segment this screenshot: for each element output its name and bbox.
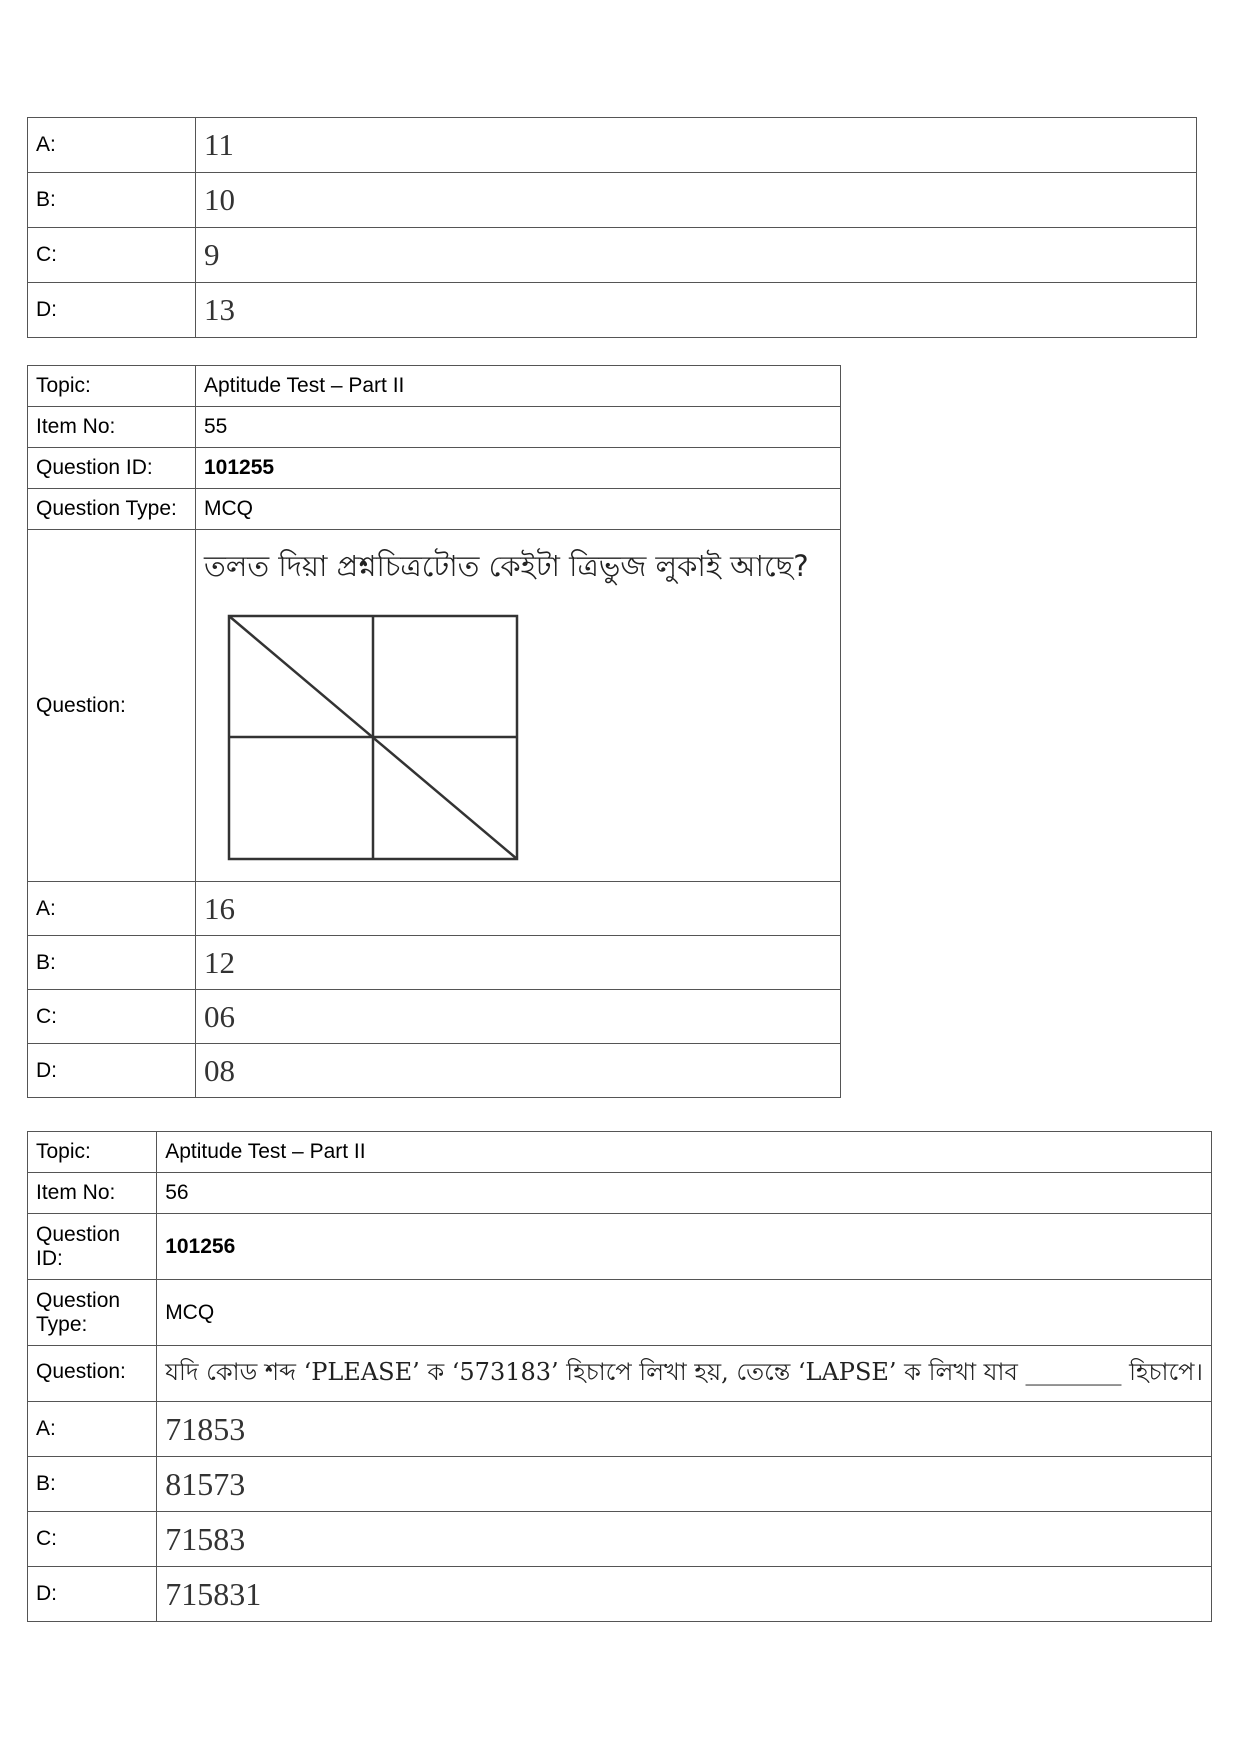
question-id-row xyxy=(28,448,841,489)
option-label: B: xyxy=(28,936,196,990)
option-row xyxy=(28,882,841,936)
option-row xyxy=(28,990,841,1044)
item-label: Item No: xyxy=(28,407,196,448)
question-id-label: Question ID: xyxy=(28,448,196,489)
question-row xyxy=(28,1346,1212,1402)
option-value: 06 xyxy=(196,990,841,1044)
option-value: 10 xyxy=(196,173,1197,228)
question-id-row xyxy=(28,1214,1212,1280)
prev-options-table xyxy=(27,117,1197,338)
topic-value: Aptitude Test – Part II xyxy=(196,366,841,407)
option-value: 71583 xyxy=(157,1512,1212,1567)
option-value: 08 xyxy=(196,1044,841,1098)
option-label: B: xyxy=(28,1457,157,1512)
option-label: D: xyxy=(28,1567,157,1622)
question-label: Question: xyxy=(28,530,196,882)
option-label: C: xyxy=(28,1512,157,1567)
option-row xyxy=(28,1402,1212,1457)
question-type-row xyxy=(28,1280,1212,1346)
option-value: 12 xyxy=(196,936,841,990)
question-content xyxy=(196,530,841,882)
topic-row xyxy=(28,366,841,407)
question-row xyxy=(28,530,841,882)
item-value: 56 xyxy=(157,1173,1212,1214)
triangle-figure xyxy=(226,613,526,873)
option-value: 11 xyxy=(196,118,1197,173)
question-56-table xyxy=(27,1131,1212,1622)
question-text: তলত দিয়া প্ৰশ্নচিত্ৰটোত কেইটা ত্ৰিভুজ লুকাই আছে? xyxy=(204,549,809,583)
option-row xyxy=(28,283,1197,338)
topic-row xyxy=(28,1132,1212,1173)
item-value: 55 xyxy=(196,407,841,448)
item-row xyxy=(28,407,841,448)
question-label: Question: xyxy=(28,1346,157,1402)
option-label: B: xyxy=(28,173,196,228)
question-id-value: 101255 xyxy=(196,448,841,489)
topic-label: Topic: xyxy=(28,366,196,407)
option-label: A: xyxy=(28,1402,157,1457)
question-text: যদি কোড শব্দ ‘PLEASE’ ক ‘573183’ হিচাপে লিখা হয়, তেন্তে ‘LAPSE’ ক লিখা যাব ________ হিচাপে। xyxy=(157,1346,1212,1402)
option-row xyxy=(28,228,1197,283)
topic-value: Aptitude Test – Part II xyxy=(157,1132,1212,1173)
option-value: 9 xyxy=(196,228,1197,283)
option-label: C: xyxy=(28,228,196,283)
question-type-value: MCQ xyxy=(196,489,841,530)
option-label: C: xyxy=(28,990,196,1044)
question-id-value: 101256 xyxy=(157,1214,1212,1280)
item-row xyxy=(28,1173,1212,1214)
option-value: 13 xyxy=(196,283,1197,338)
option-row xyxy=(28,173,1197,228)
option-label: A: xyxy=(28,118,196,173)
question-id-label: Question ID: xyxy=(28,1214,157,1280)
question-type-label: Question Type: xyxy=(28,1280,157,1346)
question-55-table xyxy=(27,365,841,1098)
option-value: 71853 xyxy=(157,1402,1212,1457)
question-type-value: MCQ xyxy=(157,1280,1212,1346)
option-row xyxy=(28,1457,1212,1512)
option-value: 715831 xyxy=(157,1567,1212,1622)
option-label: D: xyxy=(28,1044,196,1098)
topic-label: Topic: xyxy=(28,1132,157,1173)
option-value: 81573 xyxy=(157,1457,1212,1512)
question-type-label: Question Type: xyxy=(28,489,196,530)
option-label: D: xyxy=(28,283,196,338)
question-type-row xyxy=(28,489,841,530)
option-row xyxy=(28,1567,1212,1622)
option-row xyxy=(28,1512,1212,1567)
item-label: Item No: xyxy=(28,1173,157,1214)
option-row xyxy=(28,118,1197,173)
option-row xyxy=(28,1044,841,1098)
option-label: A: xyxy=(28,882,196,936)
option-row xyxy=(28,936,841,990)
option-value: 16 xyxy=(196,882,841,936)
